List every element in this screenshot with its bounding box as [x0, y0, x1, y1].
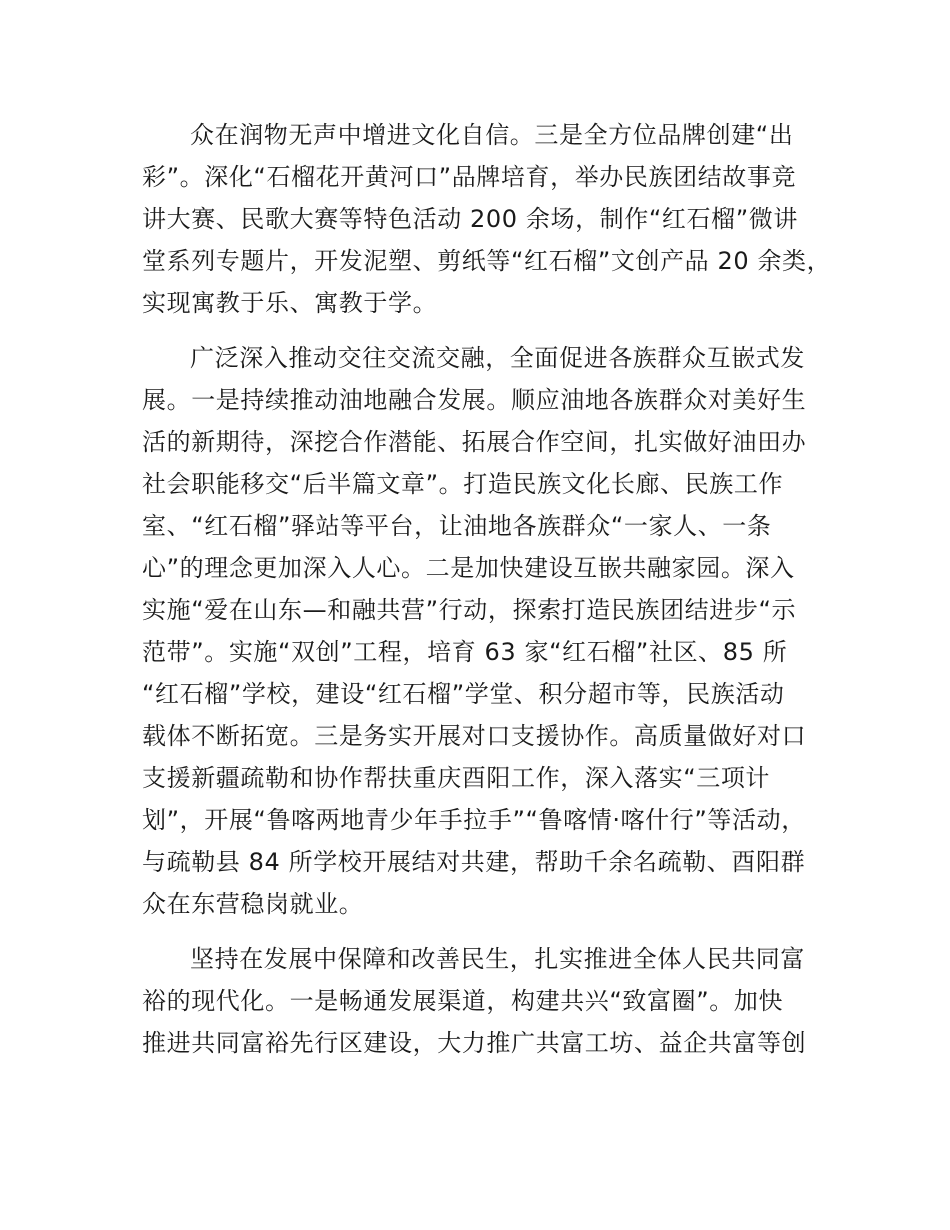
text-line: 社会职能移交“后半篇文章”。打造民族文化长廊、民族工作 [142, 470, 784, 498]
text-line: 室、“红石榴”驿站等平台，让油地各族群众“一家人、一条 [142, 512, 772, 540]
paragraph-2 [142, 337, 822, 925]
text-line: 坚持在发展中保障和改善民生，扎实推进全体人民共同富 [190, 945, 805, 973]
paragraph-3 [142, 938, 822, 1064]
text-line: “红石榴”学校，建设“红石榴”学堂、积分超市等，民族活动 [142, 680, 785, 708]
text-line: 广泛深入推动交往交流交融，全面促进各族群众互嵌式发 [190, 344, 805, 372]
text-line: 实现寓教于乐、寓教于学。 [142, 289, 438, 317]
text-line: 划”，开展“鲁喀两地青少年手拉手”“鲁喀情·喀什行”等活动， [142, 806, 806, 834]
text-line: 展。一是持续推动油地融合发展。顺应油地各族群众对美好生 [142, 386, 807, 414]
text-line: 彩”。深化“石榴花开黄河口”品牌培育，举办民族团结故事竞 [142, 163, 797, 191]
text-line: 心”的理念更加深入人心。二是加快建设互嵌共融家园。深入 [142, 554, 795, 582]
text-line: 支援新疆疏勒和协作帮扶重庆酉阳工作，深入落实“三项计 [142, 764, 771, 792]
text-line: 堂系列专题片，开发泥塑、剪纸等“红石榴”文创产品 20 余类， [142, 247, 832, 275]
text-line: 裕的现代化。一是畅通发展渠道，构建共兴“致富圈”。加快 [142, 987, 784, 1015]
text-line: 与疏勒县 84 所学校开展结对共建，帮助千余名疏勒、酉阳群 [142, 848, 806, 876]
text-line: 范带”。实施“双创”工程，培育 63 家“红石榴”社区、85 所 [142, 638, 788, 666]
document-body [142, 114, 832, 1077]
text-line: 活的新期待，深挖合作潜能、拓展合作空间，扎实做好油田办 [142, 428, 807, 456]
text-line: 载体不断拓宽。三是务实开展对口支援协作。高质量做好对口 [142, 722, 807, 750]
paragraph-1 [142, 114, 832, 324]
text-line: 实施“爱在山东—和融共营”行动，探索打造民族团结进步“示 [142, 596, 797, 624]
text-line: 推进共同富裕先行区建设，大力推广共富工坊、益企共富等创 [142, 1029, 807, 1057]
text-line: 众在润物无声中增进文化自信。三是全方位品牌创建“出 [190, 121, 794, 149]
text-line: 讲大赛、民歌大赛等特色活动 200 余场，制作“红石榴”微讲 [142, 205, 798, 233]
text-line: 众在东营稳岗就业。 [142, 890, 364, 918]
